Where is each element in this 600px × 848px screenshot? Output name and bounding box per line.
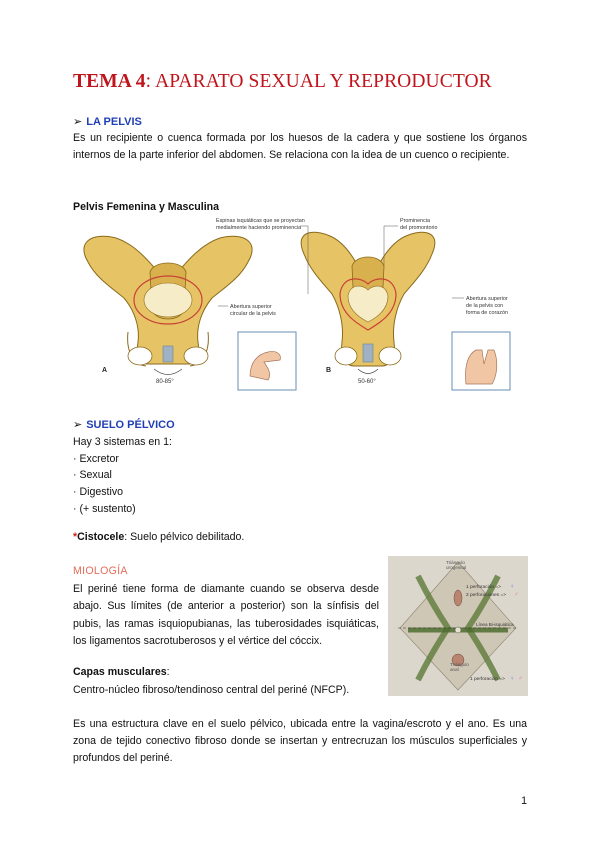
annot-a-line1: Abertura superior	[230, 304, 272, 310]
annot-spines-line1: Espinas isquiáticas que se proyectan	[216, 218, 305, 224]
cistocele-star: *	[73, 531, 78, 543]
tri-uro-line2: urogenital	[446, 565, 467, 570]
miologia-heading: MIOLOGÍA	[73, 565, 128, 577]
annot-b-line3: forma de corazón	[466, 310, 508, 316]
page-title	[73, 71, 492, 93]
suelo-intro: Hay 3 sistemas en 1:	[73, 436, 172, 448]
title-number: TEMA 4	[73, 71, 146, 92]
arrow-bullet-icon: ➢	[73, 116, 83, 128]
cistocele-term: Cistocele	[77, 531, 125, 543]
miologia-paragraph: El periné tiene forma de diamante cuando se observa desde abajo. Sus límites (de anterior a posterior) son la sínfisis del pubis, las ramas isquiopubianas, las tuberosidades isquiáticas, los ligamentos sacrotuberosos y el vértice del cóccix.	[73, 583, 379, 647]
male-symbol-icon: ♂	[518, 676, 523, 682]
perforation-1: 1 perforación =>	[466, 585, 501, 590]
arrow-bullet-icon: ➢	[73, 419, 83, 431]
pelvis-figure	[68, 214, 528, 394]
male-symbol-icon: ♂	[514, 592, 519, 598]
perineum-figure	[388, 556, 528, 696]
label-a: A	[102, 367, 108, 374]
capas-label: Capas musculares	[73, 666, 167, 678]
capas-heading	[73, 666, 170, 678]
tri-anal-line1: Triángulo	[450, 662, 469, 667]
suelo-item: · Sexual	[73, 469, 112, 481]
female-symbol-icon: ♀	[510, 676, 515, 682]
annot-promontory-line1: Prominencia	[400, 218, 430, 224]
perforation-2: 2 perforaciones =>	[466, 593, 507, 598]
annot-b-line2: de la pelvis con	[466, 303, 504, 309]
label-b: B	[326, 367, 332, 374]
pelvis-heading: LA PELVIS	[86, 116, 142, 128]
final-paragraph: Es una estructura clave en el suelo pélvico, ubicada entre la vagina/escroto y el ano. Es una zona de tejido conectivo fibroso donde se insertan y entrecruzan los músculos superficiales y profundos del periné.	[73, 718, 527, 765]
figure-caption: Pelvis Femenina y Masculina	[73, 201, 220, 213]
perforation-3: 1 perforación =>	[470, 677, 505, 682]
pelvis-paragraph: Es un recipiente o cuenca formada por los huesos de la cadera y que sostiene los órganos internos de la parte inferior del abdomen. Se relaciona con la idea de un cuenco o recipiente.	[73, 132, 527, 162]
cistocele-note	[73, 531, 244, 543]
suelo-item: · (+ sustento)	[73, 503, 136, 515]
page-number: 1	[521, 795, 527, 807]
suelo-item: · Digestivo	[73, 486, 124, 498]
tri-uro-line1: Triángulo	[446, 560, 465, 565]
capas-colon: :	[166, 666, 170, 678]
annot-spines-line2: medialmente haciendo prominencia	[216, 225, 302, 231]
annot-promontory-line2: del promontorio	[400, 225, 438, 231]
female-symbol-icon: ♀	[510, 584, 515, 590]
tri-anal-line2: anal	[450, 667, 459, 672]
capas-text: Centro-núcleo fibroso/tendinoso central del periné (NFCP).	[73, 684, 350, 696]
section-heading-suelo	[73, 418, 175, 431]
section-heading-pelvis	[73, 115, 142, 128]
annot-a-line2: circular de la pelvis	[230, 311, 276, 317]
biischial-line-label: Línea Bi-isquiática	[476, 622, 514, 627]
angle-a: 80-85°	[156, 379, 174, 385]
title-rest: : APARATO SEXUAL Y REPRODUCTOR	[145, 71, 492, 92]
suelo-item: · Excretor	[73, 453, 119, 465]
suelo-heading: SUELO PÉLVICO	[86, 419, 175, 431]
angle-b: 50-60°	[358, 379, 376, 385]
cistocele-text: : Suelo pélvico debilitado.	[124, 531, 245, 543]
annot-b-line1: Abertura superior	[466, 296, 508, 302]
